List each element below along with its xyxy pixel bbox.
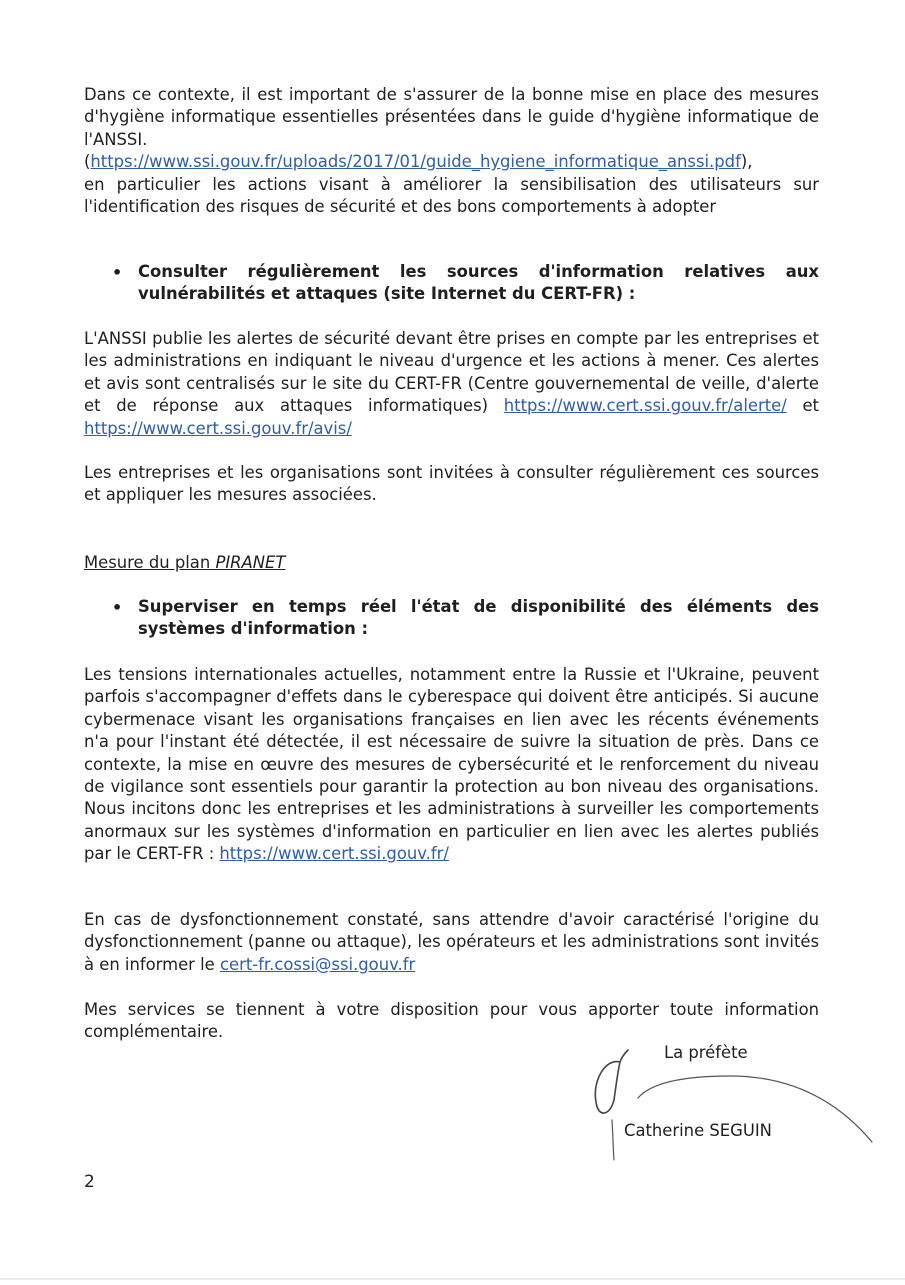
section-title-piranet: [84, 552, 285, 574]
section-title-prefix: Mesure du plan: [84, 553, 216, 572]
anssi-and: et: [786, 396, 819, 416]
intro-continued: en particulier les actions visant à améliorer la sensibilisation des utilisateurs sur l'identification des risques de sécurité et des bons comportements à adopter: [84, 174, 819, 217]
section-title-emph: PIRANET: [215, 553, 286, 572]
bullet-superviser: [110, 596, 819, 641]
signature-role: La préfète: [664, 1043, 748, 1062]
tensions-text: Les tensions internationales actuelles, notamment entre la Russie et l'Ukraine, peuvent parfois s'accompagner d'effets dans le cyberespace qui doivent être anticipés. Si aucune cybermenace visant les organisations françaises en lien avec les récents événements n'a pour l'instant été détectée, il est nécessaire de suivre la situation de près. Dans ce contexte, la mise en œuvre des mesures de cybersécurité et le renforcement du niveau de vigilance sont essentiels pour garantir la protection au bon niveau des organisations. Nous incitons donc les entreprises et les administrations à surveiller les comportements anormaux sur les systèmes d'information en particulier en lien avec les alertes publiés par le CERT-FR :: [84, 665, 819, 864]
intro-paragraph: [84, 84, 819, 218]
tensions-paragraph: [84, 664, 819, 866]
bullet-symbol: •: [112, 263, 123, 282]
cert-home-link[interactable]: https://www.cert.ssi.gouv.fr/: [219, 844, 449, 864]
dysfonction-text: En cas de dysfonctionnement constaté, sans attendre d'avoir caractérisé l'origine du dysfonctionnement (panne ou attaque), les opérateurs et les administrations sont invités à en informer le: [84, 910, 819, 974]
bullet-consulter: [110, 261, 819, 306]
cossi-email-link[interactable]: cert-fr.cossi@ssi.gouv.fr: [219, 954, 416, 974]
anssi-text: L'ANSSI publie les alertes de sécurité devant être prises en compte par les entreprises et les administrations en indiquant le niveau d'urgence et les actions à mener. Ces alertes et avis sont centralisés sur le site du CERT-FR (Centre gouvernemental de veille, d'alerte et de réponse aux attaques informatiques): [84, 329, 819, 416]
services-paragraph: Mes services se tiennent à votre disposition pour vous apporter toute information complémentaire.: [84, 1000, 819, 1042]
dysfonction-paragraph: [84, 909, 819, 976]
intro-text: Dans ce contexte, il est important de s'assurer de la bonne mise en place des mesures d'hygiène informatique essentielles présentées dans le guide d'hygiène informatique de l'ANSSI.: [84, 85, 819, 149]
page-number: 2: [84, 1172, 95, 1192]
handwritten-signature-icon: [580, 1040, 880, 1165]
invite-paragraph: Les entreprises et les organisations sont invitées à consulter régulièrement ces sources et appliquer les mesures associées.: [84, 463, 819, 505]
bullet-superviser-text: Superviser en temps réel l'état de disponibilité des éléments des systèmes d'information :: [138, 597, 819, 639]
page-bottom-edge: [0, 1278, 905, 1280]
intro-open-paren: (: [84, 152, 91, 172]
signature-name: Catherine SEGUIN: [624, 1121, 772, 1140]
anssi-paragraph: [84, 328, 819, 440]
guide-hygiene-link[interactable]: https://www.ssi.gouv.fr/uploads/2017/01/guide_hygiene_informatique_anssi.pdf: [90, 152, 741, 172]
cert-avis-link[interactable]: https://www.cert.ssi.gouv.fr/avis/: [84, 418, 352, 438]
cert-alerte-link[interactable]: https://www.cert.ssi.gouv.fr/alerte/: [503, 396, 787, 416]
bullet-symbol-2: •: [112, 598, 123, 617]
intro-after-link: ),: [740, 152, 753, 172]
bullet-consulter-text: Consulter régulièrement les sources d'information relatives aux vulnérabilités et attaques (site Internet du CERT-FR) :: [138, 262, 819, 304]
